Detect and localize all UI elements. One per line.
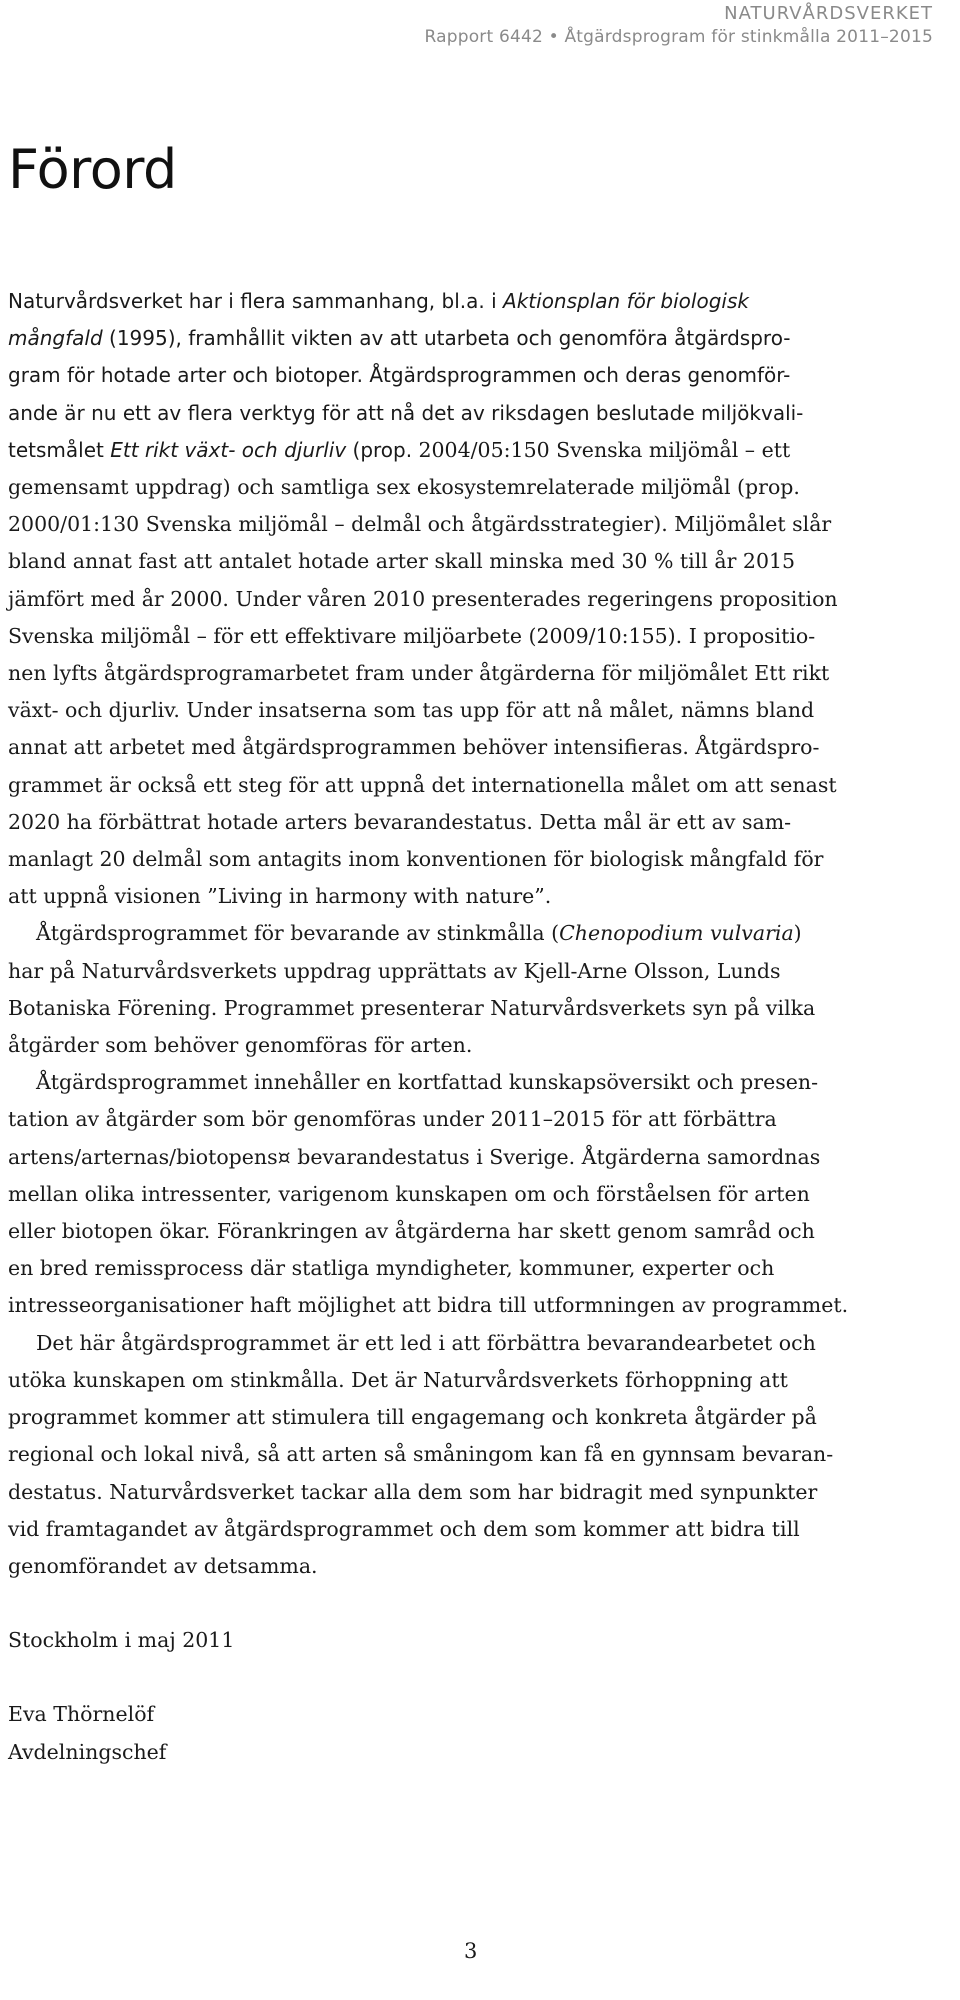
- text-line: 2000/01:130 Svenska miljömål – delmål och åtgärdsstrategier). Miljömålet slår: [8, 512, 832, 537]
- header-report-title: Rapport 6442 • Åtgärdsprogram för stinkmålla 2011–2015: [424, 27, 933, 47]
- text-line: växt- och djurliv. Under insatserna som tas upp för att nå målet, nämns bland: [8, 698, 815, 723]
- page-header: [424, 3, 933, 49]
- signature-place-date: Stockholm i maj 2011: [8, 1628, 235, 1653]
- text-line: bland annat fast att antalet hotade arter skall minska med 30 % till år 2015: [8, 549, 796, 574]
- text-line: har på Naturvårdsverkets uppdrag upprättats av Kjell-Arne Olsson, Lunds: [8, 958, 781, 983]
- text-line: Åtgärdsprogrammet för bevarande av stinkmålla (Chenopodium vulvaria): [36, 921, 802, 946]
- text-line: ande är nu ett av flera verktyg för att nå det av riksdagen beslutade miljökvali-: [8, 400, 804, 425]
- spacer: [8, 1585, 958, 1622]
- text-line: destatus. Naturvårdsverket tackar alla dem som har bidragit med synpunkter: [8, 1479, 818, 1504]
- text-line: intresseorganisationer haft möjlighet att bidra till utformningen av programmet.: [8, 1293, 849, 1318]
- text-line: gram för hotade arter och biotoper. Åtgärdsprogrammen och deras genomför-: [8, 363, 791, 388]
- text-line: en bred remissprocess där statliga myndigheter, kommuner, experter och: [8, 1256, 775, 1281]
- text-line: genomförandet av detsamma.: [8, 1553, 318, 1578]
- text-line: manlagt 20 delmål som antagits inom konventionen för biologisk mångfald för: [8, 847, 824, 872]
- text-line: artens/arternas/biotopens¤ bevarandestatus i Sverige. Åtgärderna samordnas: [8, 1144, 821, 1169]
- text-line: grammet är också ett steg för att uppnå det internationella målet om att senast: [8, 772, 837, 797]
- text-line: Botaniska Förening. Programmet presenterar Naturvårdsverkets syn på vilka: [8, 995, 816, 1020]
- text-line: åtgärder som behöver genomföras för arten.: [8, 1033, 473, 1058]
- spacer: [8, 1659, 958, 1696]
- text-line: mångfald (1995), framhållit vikten av att utarbeta och genomföra åtgärdspro-: [8, 326, 791, 351]
- text-line: Det här åtgärdsprogrammet är ett led i att förbättra bevarandearbetet och: [36, 1330, 816, 1355]
- text-line: Åtgärdsprogrammet innehåller en kortfattad kunskapsöversikt och presen-: [36, 1070, 819, 1095]
- text-line: 2020 ha förbättrat hotade arters bevarandestatus. Detta mål är ett av sam-: [8, 809, 792, 834]
- text-line: gemensamt uppdrag) och samtliga sex ekosystemrelaterade miljömål (prop.: [8, 475, 800, 500]
- text-line: att uppnå visionen ”Living in harmony with nature”.: [8, 884, 552, 909]
- text-line: annat att arbetet med åtgärdsprogrammen behöver intensifieras. Åtgärdspro-: [8, 735, 820, 760]
- text-line: Naturvårdsverket har i flera sammanhang, bl.a. i Aktionsplan för biologisk: [8, 289, 749, 313]
- text-line: Svenska miljömål – för ett effektivare miljöarbete (2009/10:155). I propositio-: [8, 623, 816, 648]
- signature-role: Avdelningschef: [8, 1739, 167, 1764]
- text-line: vid framtagandet av åtgärdsprogrammet och dem som kommer att bidra till: [8, 1516, 800, 1541]
- text-line: regional och lokal nivå, så att arten så småningom kan få en gynnsam bevaran-: [8, 1442, 834, 1467]
- document-body: [8, 283, 958, 1771]
- page-number: 3: [464, 1939, 478, 1963]
- text-line: programmet kommer att stimulera till engagemang och konkreta åtgärder på: [8, 1405, 817, 1430]
- header-organization: NATURVÅRDSVERKET: [724, 3, 933, 24]
- text-line: mellan olika intressenter, varigenom kunskapen om och förståelsen för arten: [8, 1181, 810, 1206]
- text-line: jämfört med år 2000. Under våren 2010 presenterades regeringens proposition: [8, 586, 838, 611]
- text-line: nen lyfts åtgärdsprogramarbetet fram under åtgärderna för miljömålet Ett rikt: [8, 661, 830, 686]
- text-line: tetsmålet Ett rikt växt- och djurliv (prop. 2004/05:150 Svenska miljömål – ett: [8, 437, 791, 462]
- text-line: tation av åtgärder som bör genomföras under 2011–2015 för att förbättra: [8, 1107, 777, 1132]
- signature-name: Eva Thörnelöf: [8, 1702, 155, 1727]
- page-title: Förord: [8, 138, 177, 201]
- text-line: utöka kunskapen om stinkmålla. Det är Naturvårdsverkets förhoppning att: [8, 1367, 788, 1392]
- text-line: eller biotopen ökar. Förankringen av åtgärderna har skett genom samråd och: [8, 1219, 815, 1244]
